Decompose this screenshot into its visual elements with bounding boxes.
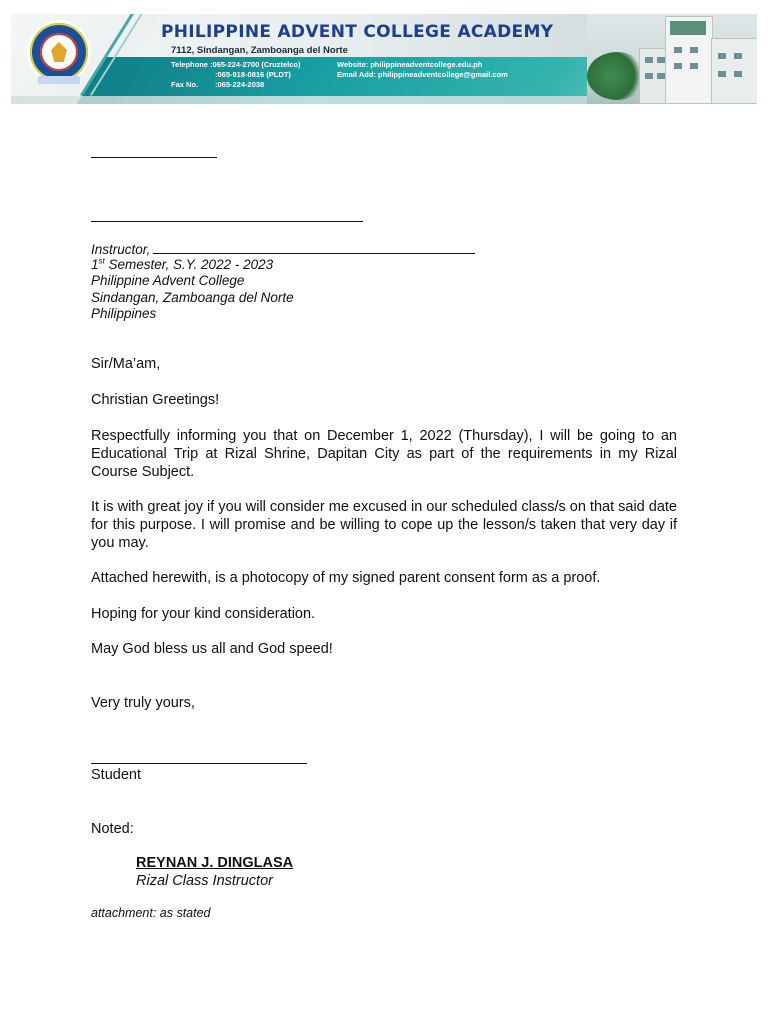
noted-title: Rizal Class Instructor bbox=[136, 873, 273, 889]
body-paragraph-3: Attached herewith, is a photocopy of my signed parent consent form as a proof. bbox=[91, 570, 601, 586]
fax-line bbox=[171, 80, 264, 89]
body-paragraph-5: May God bless us all and God speed! bbox=[91, 641, 333, 657]
window bbox=[690, 63, 698, 69]
college-name: PHILIPPINE ADVENT COLLEGE ACADEMY bbox=[161, 22, 554, 42]
instructor-label: Instructor, bbox=[91, 242, 151, 257]
window bbox=[645, 57, 653, 63]
window bbox=[657, 73, 665, 79]
window bbox=[674, 47, 682, 53]
telephone-line-2 bbox=[171, 70, 291, 79]
website-url: philippineadventcollege.edu.ph bbox=[370, 60, 483, 69]
window bbox=[674, 63, 682, 69]
email-address: philippineadventcollege@gmail.com bbox=[378, 70, 508, 79]
instructor-blank-line[interactable] bbox=[153, 241, 475, 254]
recipient-institution: Philippine Advent College bbox=[91, 273, 245, 288]
window bbox=[734, 53, 742, 59]
body-paragraph-2: It is with great joy if you will consider me excused in our scheduled class/s on that said date for this purpose. I will promise and be willing to cope up the lesson/s taken that very day if you may. bbox=[91, 499, 677, 551]
semester-suffix: st bbox=[98, 256, 105, 266]
body-paragraph-1: Respectfully informing you that on December 1, 2022 (Thursday), I will be going to an Educational Trip at Rizal Shrine, Dapitan City as part of the requirements in my Rizal Course Subject. bbox=[91, 428, 677, 480]
window bbox=[718, 71, 726, 77]
college-address: 7112, Sindangan, Zamboanga del Norte bbox=[171, 45, 348, 56]
seal-ribbon bbox=[38, 76, 80, 84]
telephone-number-2: :065-918-0816 (PLDT) bbox=[215, 70, 291, 79]
window bbox=[645, 73, 653, 79]
greeting: Christian Greetings! bbox=[91, 392, 220, 408]
noted-name: REYNAN J. DINGLASA bbox=[136, 855, 294, 871]
building-right-wing bbox=[711, 38, 757, 104]
campus-building-image bbox=[587, 14, 757, 104]
college-seal-icon bbox=[30, 23, 88, 81]
body-paragraph-4: Hoping for your kind consideration. bbox=[91, 606, 316, 622]
window bbox=[690, 47, 698, 53]
letterhead-banner bbox=[11, 14, 757, 104]
fax-number: :065-224-2038 bbox=[215, 80, 265, 89]
window bbox=[718, 53, 726, 59]
website-line bbox=[337, 60, 482, 69]
seal-inner-ring bbox=[40, 33, 78, 71]
attachment-note: attachment: as stated bbox=[91, 906, 211, 920]
window bbox=[657, 57, 665, 63]
telephone-label: Telephone : bbox=[171, 60, 213, 69]
recipient-name-blank-line[interactable] bbox=[91, 221, 363, 222]
telephone-line-1 bbox=[171, 60, 301, 69]
student-signature-line[interactable] bbox=[91, 763, 307, 764]
building-tower bbox=[665, 16, 713, 104]
salutation: Sir/Ma’am, bbox=[91, 356, 161, 372]
semester-text: Semester, S.Y. 2022 - 2023 bbox=[104, 257, 274, 272]
building-sign bbox=[670, 21, 706, 35]
closing: Very truly yours, bbox=[91, 695, 195, 711]
semester-line bbox=[91, 257, 273, 273]
recipient-country: Philippines bbox=[91, 306, 157, 321]
instructor-line bbox=[91, 241, 475, 258]
tree-shape bbox=[587, 52, 647, 100]
noted-label: Noted: bbox=[91, 821, 134, 837]
date-blank-line[interactable] bbox=[91, 157, 217, 158]
website-label: Website: bbox=[337, 60, 369, 69]
semester-ordinal: 1 bbox=[91, 257, 99, 272]
recipient-city: Sindangan, Zamboanga del Norte bbox=[91, 290, 294, 305]
fax-label: Fax No. bbox=[171, 80, 199, 89]
window bbox=[734, 71, 742, 77]
email-label: Email Add: bbox=[337, 70, 376, 79]
telephone-number-1: 065-224-2700 (Cruztelco) bbox=[212, 60, 301, 69]
student-label: Student bbox=[91, 767, 141, 783]
seal-emblem bbox=[51, 42, 67, 62]
email-line bbox=[337, 70, 508, 79]
